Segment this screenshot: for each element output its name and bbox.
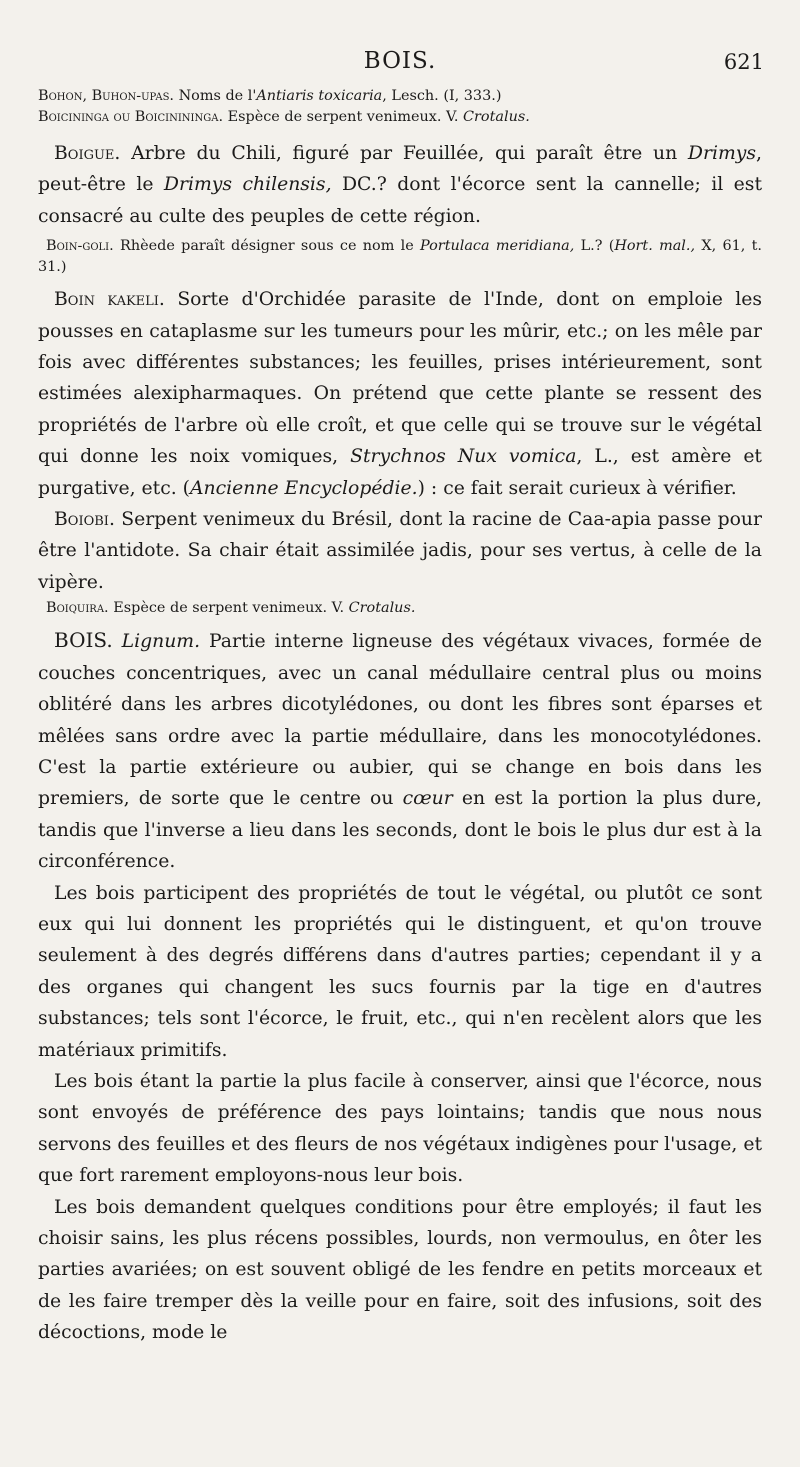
entry-text: DC.? dont l'écorce sent la cannelle; il est consacré au culte des peuples de cette région. (38, 174, 762, 227)
entry-boiquira (38, 598, 762, 619)
entry-text: Arbre du Chili, figuré par Feuillée, qui paraît être un (120, 143, 688, 164)
entry-headword: Boiobi. (54, 509, 115, 531)
entry-text: Serpent venimeux du Brésil, dont la racine de Caa-apia passe pour être l'antidote. Sa chair était assimilée jadis, pour ses vertus, à celle de la vipère. (38, 509, 762, 593)
entry-text: Partie interne ligneuse des végétaux vivaces, formée de couches concentriques, avec un canal médullaire central plus ou moins oblitéré dans les arbres dicotylédones, ou dont les fibres sont éparses et mêlées sans ordre avec la partie médullaire, dans les monocotylédones. C'est la partie extérieure ou aubier, qui se change en bois dans les premiers, de sorte que le centre ou (38, 631, 762, 810)
entry-bois (38, 625, 762, 877)
page-number: 621 (723, 50, 764, 74)
taxon-name: Drimys (687, 143, 757, 164)
latin-name: Lignum. (121, 631, 201, 653)
entry-boin-goli (38, 236, 762, 278)
emphasis: cœur (402, 788, 453, 810)
taxon-name: Portulaca meridiana, (420, 238, 575, 255)
entry-text: Espèce de serpent venimeux. V. (223, 109, 464, 125)
taxon-name: Strychnos Nux vomica (350, 446, 577, 468)
taxon-name: Drimys chilensis, (163, 174, 332, 196)
entry-text: X, 61, t. 31.) (38, 238, 762, 276)
bois-paragraph-2: Les bois participent des propriétés de tout le végétal, ou plutôt ce sont eux qui lui donnent les propriétés qui le distinguent, et qu'on trouve seulement à des degrés différens dans d'autres parties; cependant il y a des organes qui changent les sucs fournis par la tige en d'autres substances; tels sont l'écorce, le fruit, etc., qui n'en recèlent alors que les matériaux primitifs. (38, 882, 762, 1061)
entry-headword: Boiquira. (46, 600, 109, 617)
bois-paragraph-4: Les bois demandent quelques conditions pour être employés; il faut les choisir sains, les plus récens possibles, lourds, non vermoulus, en ôter les parties avariées; on est souvent obligé de les fendre en petits morceaux et de les faire tremper dès la veille pour en faire, soit des infusions, soit des décoctions, mode le (38, 1196, 762, 1344)
page-header (0, 48, 800, 80)
cross-reference: Crotalus. (463, 109, 530, 125)
entry-boicininga (38, 107, 762, 128)
citation: Ancienne Encyclopédie. (189, 477, 418, 499)
entry-text: en est la portion la plus dure, tandis que l'inverse a lieu dans les seconds, dont le bois le plus dur est à la circonférence. (38, 788, 762, 873)
entry-boiobi (38, 504, 762, 598)
entry-text: ) : ce fait serait curieux à vérifier. (417, 477, 737, 499)
running-title: BOIS. (363, 48, 437, 74)
entry-headword: Bohon, Buhon-upas. (38, 88, 175, 104)
entry-headword: BOIS. (54, 628, 113, 653)
entry-boigue (38, 138, 762, 232)
entry-headword: Boin kakeli. (54, 289, 165, 311)
entry-text: Sorte d'Orchidée parasite de l'Inde, dont on emploie les pousses en cataplasme sur les tumeurs pour les mûrir, etc.; on les mêle par fois avec différentes substances; les feuilles, prises intérieurement, sont estimées alexipharmaques. On prétend que cette plante se ressent des propriétés de l'arbre où elle croît, et que celle qui se trouve sur le végétal qui donne les noix vomiques, (38, 289, 762, 468)
entry-text: Rhèede paraît désigner sous ce nom le (113, 238, 421, 255)
bois-paragraph-3: Les bois étant la partie la plus facile à conserver, ainsi que l'écorce, nous sont envoyés de préférence des pays lointains; tandis que nous nous servons des feuilles et des fleurs de nos végétaux indigènes pour l'usage, et que fort rarement employons-nous leur bois. (38, 1070, 762, 1187)
cross-reference: Crotalus. (348, 600, 416, 617)
entry-bohon (38, 86, 762, 107)
entry-text: Noms de l' (174, 88, 257, 104)
entry-text: , L., est amère et purgative, etc. ( (38, 446, 762, 499)
entry-text: Espèce de serpent venimeux. V. (108, 600, 349, 617)
taxon-name: Antiaris toxicaria (256, 88, 383, 104)
citation: Hort. mal., (614, 238, 696, 255)
entry-text: , Lesch. (I, 333.) (382, 88, 502, 104)
entry-headword: Boicininga ou Boicinininga. (38, 109, 224, 125)
entry-boin-kakeli (38, 284, 762, 504)
entry-headword: Boin-goli. (46, 238, 114, 255)
page-body (38, 86, 762, 1349)
entry-headword: Boigue. (54, 143, 121, 164)
entry-text: L.? ( (574, 238, 615, 255)
entry-text: , peut-être le (38, 143, 762, 196)
